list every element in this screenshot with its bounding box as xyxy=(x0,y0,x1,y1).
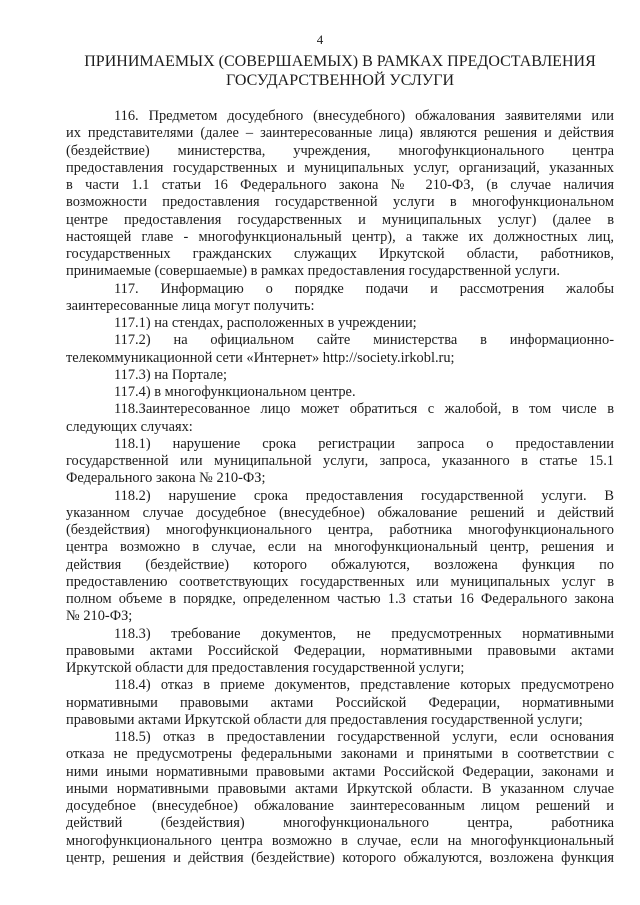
text-line: (бездействие) министерства, учреждения, многофункционального центра xyxy=(66,142,614,159)
text-line: действия (бездействие) которого обжалуются, возложена функция по xyxy=(66,556,614,573)
body-line xyxy=(66,143,614,160)
body-line xyxy=(66,125,614,142)
text-line: (бездействия) многофункционального центра, работника многофункционального xyxy=(66,522,614,538)
text-line: 118.Заинтересованное лицо может обратиться с жалобой, в том числе в xyxy=(114,401,614,418)
text-line: ними иными нормативными правовыми актами Российской Федерации, законами и xyxy=(66,763,614,780)
text-line: 118.2) нарушение срока предоставления государственной услуги. В xyxy=(114,487,614,504)
text-line: возможности предоставления государственной услуги в многофункциональном xyxy=(66,194,614,211)
text-line: 118.1) нарушение срока регистрации запроса о предоставлении xyxy=(114,435,614,452)
body-line xyxy=(66,212,614,229)
text-line: Федерального закона № 210-ФЗ; xyxy=(66,470,266,487)
heading-line: ПРИНИМАЕМЫХ (СОВЕРШАЕМЫХ) В РАМКАХ ПРЕДОСТАВЛЕНИЯ xyxy=(84,53,596,70)
body-line xyxy=(66,539,614,556)
body-line xyxy=(66,505,614,522)
body-line xyxy=(66,591,614,608)
body-line xyxy=(66,695,614,712)
body-line xyxy=(66,401,614,418)
text-line: правовыми актами Российской Федерации, нормативными правовыми актами xyxy=(66,642,614,659)
text-line: 118.5) отказ в предоставлении государственной услуги, если основания xyxy=(114,729,614,745)
body-line xyxy=(66,643,614,660)
body-line xyxy=(66,712,614,729)
text-line: центре предоставления государственных и муниципальных услуг) (далее в xyxy=(66,211,614,228)
text-line: 117.3) на Портале; xyxy=(114,366,228,383)
body-line xyxy=(66,781,614,798)
body-line xyxy=(66,298,614,315)
text-line: Иркутской области для предоставления государственной услуги; xyxy=(66,660,465,676)
body-line xyxy=(66,160,614,177)
body-line xyxy=(66,281,614,298)
text-line: действий (бездействия) многофункционального центра, работника xyxy=(66,815,614,832)
body-line xyxy=(66,608,614,625)
body-line xyxy=(66,677,614,694)
body-line xyxy=(66,522,614,539)
body-line xyxy=(66,660,614,677)
body-line xyxy=(66,367,614,384)
body-line xyxy=(66,419,614,436)
text-line: № 210-ФЗ; xyxy=(66,608,133,625)
body-line xyxy=(66,746,614,763)
body-line xyxy=(66,488,614,505)
body-line xyxy=(66,764,614,781)
section-heading xyxy=(70,52,610,90)
text-line: нормативными правовыми актами Российской Федерации, нормативными xyxy=(66,694,614,711)
text-line: 117.1) на стендах, расположенных в учреждении; xyxy=(114,315,417,331)
text-line: в части 1.1 статьи 16 Федерального закона № 210-ФЗ, (в случае наличия xyxy=(66,177,614,193)
text-line: государственной или муниципальной услуги, запроса, указанного в статье 15.1 xyxy=(66,453,614,469)
text-line: настоящей главе - многофункциональный центр), а также их должностных лиц, xyxy=(66,228,614,245)
page-number: 4 xyxy=(316,32,324,47)
body-line xyxy=(66,453,614,470)
body-line xyxy=(66,815,614,832)
text-line: правовыми актами Иркутской области для предоставления государственной услуги; xyxy=(66,711,583,728)
body-line xyxy=(66,229,614,246)
body-line xyxy=(66,108,614,125)
body-line xyxy=(66,557,614,574)
body-line xyxy=(66,246,614,263)
body-line xyxy=(66,833,614,850)
body-line xyxy=(66,470,614,487)
text-line: 116. Предметом досудебного (внесудебного) обжалования заявителями или xyxy=(114,108,614,124)
text-line: многофункционального центра возможно в случае, если на многофункциональный xyxy=(66,832,614,849)
text-line: государственных гражданских служащих Иркутской области, работников, xyxy=(66,246,614,262)
text-line: следующих случаях: xyxy=(66,418,193,435)
body-line xyxy=(66,798,614,815)
text-line: 118.4) отказ в приеме документов, представление которых предусмотрено xyxy=(114,677,614,694)
body-line xyxy=(66,350,614,367)
text-line: 117.4) в многофункциональном центре. xyxy=(114,384,356,400)
body-line xyxy=(66,384,614,401)
text-line: иными нормативными правовыми актами Иркутской области. В указанном случае xyxy=(66,780,614,797)
document-body xyxy=(66,108,614,867)
text-line: заинтересованные лица могут получить: xyxy=(66,297,315,314)
text-line: отказа не предусмотрены федеральными законами и принятыми в соответствии с xyxy=(66,746,614,763)
text-line: 118.3) требование документов, не предусмотренных нормативными xyxy=(114,625,614,642)
text-line: полном объеме в порядке, определенном частью 1.3 статьи 16 Федерального закона xyxy=(66,591,614,607)
body-line xyxy=(66,332,614,349)
body-line xyxy=(66,436,614,453)
text-line: указанном случае досудебное (внесудебное) обжалование решений и действий xyxy=(66,504,614,521)
text-line: центр, решения и действия (бездействие) которого обжалуются, возложена функция xyxy=(66,849,614,866)
body-line xyxy=(66,626,614,643)
text-line: предоставлению соответствующих государственных или муниципальных услуг в xyxy=(66,573,614,590)
text-line: 117.2) на официальном сайте министерства в информационно- xyxy=(114,332,614,349)
text-line: центра возможно в случае, если на многофункциональный центр, решения и xyxy=(66,539,614,556)
body-line xyxy=(66,263,614,280)
text-line: досудебное (внесудебное) обжалование заинтересованным лицом решений и xyxy=(66,798,614,814)
body-line xyxy=(66,729,614,746)
body-line xyxy=(66,194,614,211)
heading-line: ГОСУДАРСТВЕННОЙ УСЛУГИ xyxy=(225,72,455,89)
body-line xyxy=(66,177,614,194)
body-line xyxy=(66,315,614,332)
text-line: принимаемые (совершаемые) в рамках предоставления государственной услуги. xyxy=(66,263,560,280)
body-line xyxy=(66,850,614,867)
body-line xyxy=(66,574,614,591)
text-line: 117. Информацию о порядке подачи и рассмотрения жалобы xyxy=(114,280,614,297)
text-line: предоставления государственных и муниципальных услуг, организаций, указанных xyxy=(66,159,614,176)
text-line: телекоммуникационной сети «Интернет» http://society.irkobl.ru; xyxy=(66,349,455,366)
text-line: их представителями (далее – заинтересованные лица) являются решения и действия xyxy=(66,125,614,142)
